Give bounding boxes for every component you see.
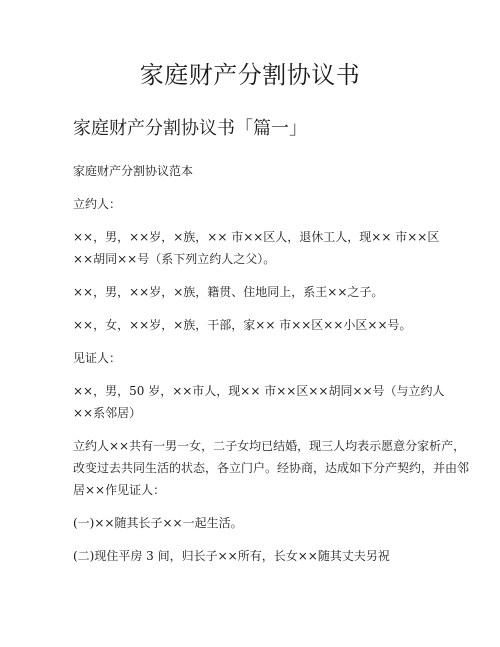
paragraph-line: 居××作见证人： [73, 483, 166, 497]
document-title: 家庭财产分割协议书 [139, 61, 361, 89]
section-heading: 家庭财产分割协议书「篇一」 [73, 118, 307, 139]
paragraph-line: ××，女，××岁，×族，干部，家×× 市××区××小区××号。 [73, 318, 412, 332]
paragraph-line: ××，男，××岁，×族，籍贯、住地同上，系王××之子。 [73, 285, 384, 299]
paragraph-line: 立约人： [73, 197, 122, 211]
paragraph-line: 立约人××共有一男一女，二子女均已结婚，现三人均表示愿意分家析产， [73, 439, 466, 453]
paragraph-party-daughter [73, 314, 433, 336]
paragraph-parties-label [73, 193, 433, 215]
paragraph-line: ××，男，××岁，×族，×× 市××区人，退休工人，现×× 市××区 [73, 230, 440, 244]
paragraph-agreement-intro [73, 435, 470, 501]
paragraph-line: (一)××随其长子××一起生活。 [73, 516, 243, 530]
paragraph-line: 家庭财产分割协议范本 [73, 164, 194, 178]
paragraph-line: ××胡同××号（系下列立约人之父）。 [73, 252, 276, 266]
paragraph-witness [73, 380, 445, 424]
paragraph-witness-label [73, 347, 433, 369]
paragraph-line: 改变过去共同生活的状态，各立门户。经协商，达成如下分产契约，并由邻 [73, 461, 470, 475]
paragraph-line: 见证人： [73, 351, 122, 365]
paragraph-line: (二)现住平房 3 间，归长子××所有，长女××随其丈夫另祝 [73, 549, 390, 563]
paragraph-line: ××，男，50 岁，××市人，现×× 市××区××胡同××号（与立约人 [73, 384, 445, 398]
paragraph-template-name [73, 160, 433, 182]
paragraph-line: ××系邻居） [73, 406, 142, 420]
paragraph-clause-2 [73, 545, 433, 567]
paragraph-clause-1 [73, 512, 433, 534]
paragraph-party-son [73, 281, 433, 303]
paragraph-party-father [73, 226, 440, 270]
